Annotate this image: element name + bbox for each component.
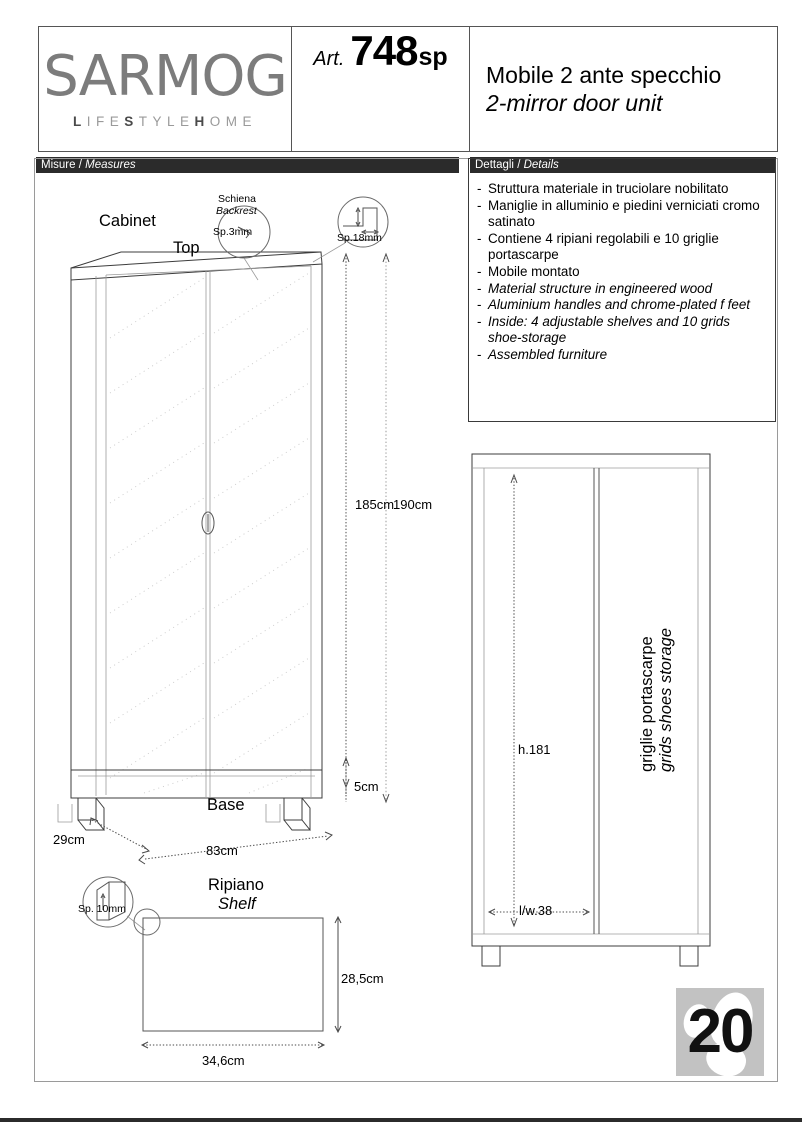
shelf-thickness-label: Sp. 10mm (78, 903, 126, 915)
product-title-en: 2-mirror door unit (486, 90, 663, 116)
details-item-dash: - (477, 346, 482, 362)
details-item (477, 347, 767, 364)
footer-rule (0, 1118, 802, 1122)
backrest-label-en: Backrest (216, 205, 257, 217)
details-item-text: Maniglie in alluminio e piedini verniciati cromo satinato (488, 197, 760, 230)
depth-label: 29cm (53, 832, 85, 847)
details-item-dash: - (477, 297, 482, 313)
details-list (477, 181, 767, 364)
grids-label-en: grids shoes storage (657, 628, 675, 772)
details-header-sep: / (514, 159, 524, 171)
details-header-it: Dettagli (475, 159, 514, 171)
cabinet-label: Cabinet (99, 212, 156, 230)
details-item-dash: - (477, 197, 482, 213)
details-item (477, 297, 767, 314)
details-item-text: Mobile montato (488, 263, 580, 279)
details-item-dash: - (477, 313, 482, 329)
details-item (477, 281, 767, 298)
height-body-label: 185cm (355, 497, 395, 512)
product-title-it: Mobile 2 ante specchio (486, 61, 722, 88)
brand-name: SARMOG (43, 44, 287, 109)
tagline-letter-f: F (95, 114, 110, 129)
details-panel (468, 158, 776, 422)
grids-inner-width-label: l/w.38 (519, 903, 553, 918)
tagline-letter-t: T (138, 114, 153, 129)
height-dimension-lines (340, 250, 400, 810)
panel-thickness-label: Sp.18mm (337, 232, 382, 244)
page-number: 20 (687, 997, 753, 1066)
top-label: Top (173, 239, 200, 257)
details-item (477, 264, 767, 281)
tagline-letter-m: M (225, 114, 243, 129)
shelf-height-label: 28,5cm (341, 971, 384, 986)
grids-cabinet-drawing (468, 450, 778, 990)
tagline-letter-h: H (194, 114, 210, 129)
article-suffix: sp (418, 43, 448, 71)
article-code (292, 27, 470, 151)
details-item-text: Material structure in engineered wood (488, 280, 713, 296)
details-item (477, 231, 767, 264)
page-number-badge (676, 988, 764, 1076)
tagline-letter-e: E (109, 114, 125, 129)
tagline-letter-l: L (72, 114, 87, 129)
shelf-width-label: 34,6cm (202, 1053, 245, 1068)
tagline-letter-e3: E (242, 114, 258, 129)
details-item-text: Aluminium handles and chrome-plated f feet (488, 297, 751, 313)
details-item-text: Inside: 4 adjustable shelves and 10 grids shoe-storage (488, 313, 730, 346)
tagline-letter-o: O (209, 114, 226, 129)
header (38, 26, 778, 152)
measures-header-sep: / (75, 159, 86, 171)
details-item-dash: - (477, 263, 482, 279)
footprint-dimension-lines (60, 812, 350, 872)
details-item-dash: - (477, 181, 482, 196)
backrest-thickness-label: Sp.3mm (213, 226, 253, 238)
article-label: Art. (313, 48, 345, 70)
leg-height-label: 5cm (354, 779, 379, 794)
details-item (477, 181, 767, 198)
details-item-text: Assembled furniture (488, 346, 608, 362)
backrest-label-it: Schiena (218, 193, 256, 205)
details-item (477, 314, 767, 347)
measures-header-en: Measures (85, 159, 136, 171)
brand-tagline (73, 114, 257, 129)
details-item-text: Struttura materiale in truciolare nobilitato (488, 181, 729, 196)
grids-label-it: griglie portascarpe (638, 636, 656, 772)
details-header-en: Details (523, 159, 559, 171)
height-total-label: 190cm (393, 497, 433, 512)
tagline-letter-y: Y (152, 114, 167, 129)
product-title (470, 27, 777, 151)
tagline-letter-l2: L (167, 114, 181, 129)
tagline-letter-e2: E (180, 114, 195, 129)
shelf-label-en: Shelf (218, 895, 256, 913)
details-item-dash: - (477, 230, 482, 246)
width-label: 83cm (206, 843, 238, 858)
measures-header-it: Misure (41, 159, 76, 171)
details-item-dash: - (477, 280, 482, 296)
brand-logo (39, 27, 292, 151)
article-number: 748 (350, 27, 418, 74)
details-item (477, 198, 767, 231)
grids-inner-height-label: h.181 (518, 742, 551, 757)
shelf-rectangle (140, 915, 400, 1065)
shelf-label-it: Ripiano (208, 876, 264, 894)
details-item-text: Contiene 4 ripiani regolabili e 10 griglie portascarpe (488, 230, 719, 263)
tagline-letter-s: S (124, 114, 139, 129)
base-label: Base (207, 796, 245, 814)
tagline-letter-i: I (86, 114, 96, 129)
